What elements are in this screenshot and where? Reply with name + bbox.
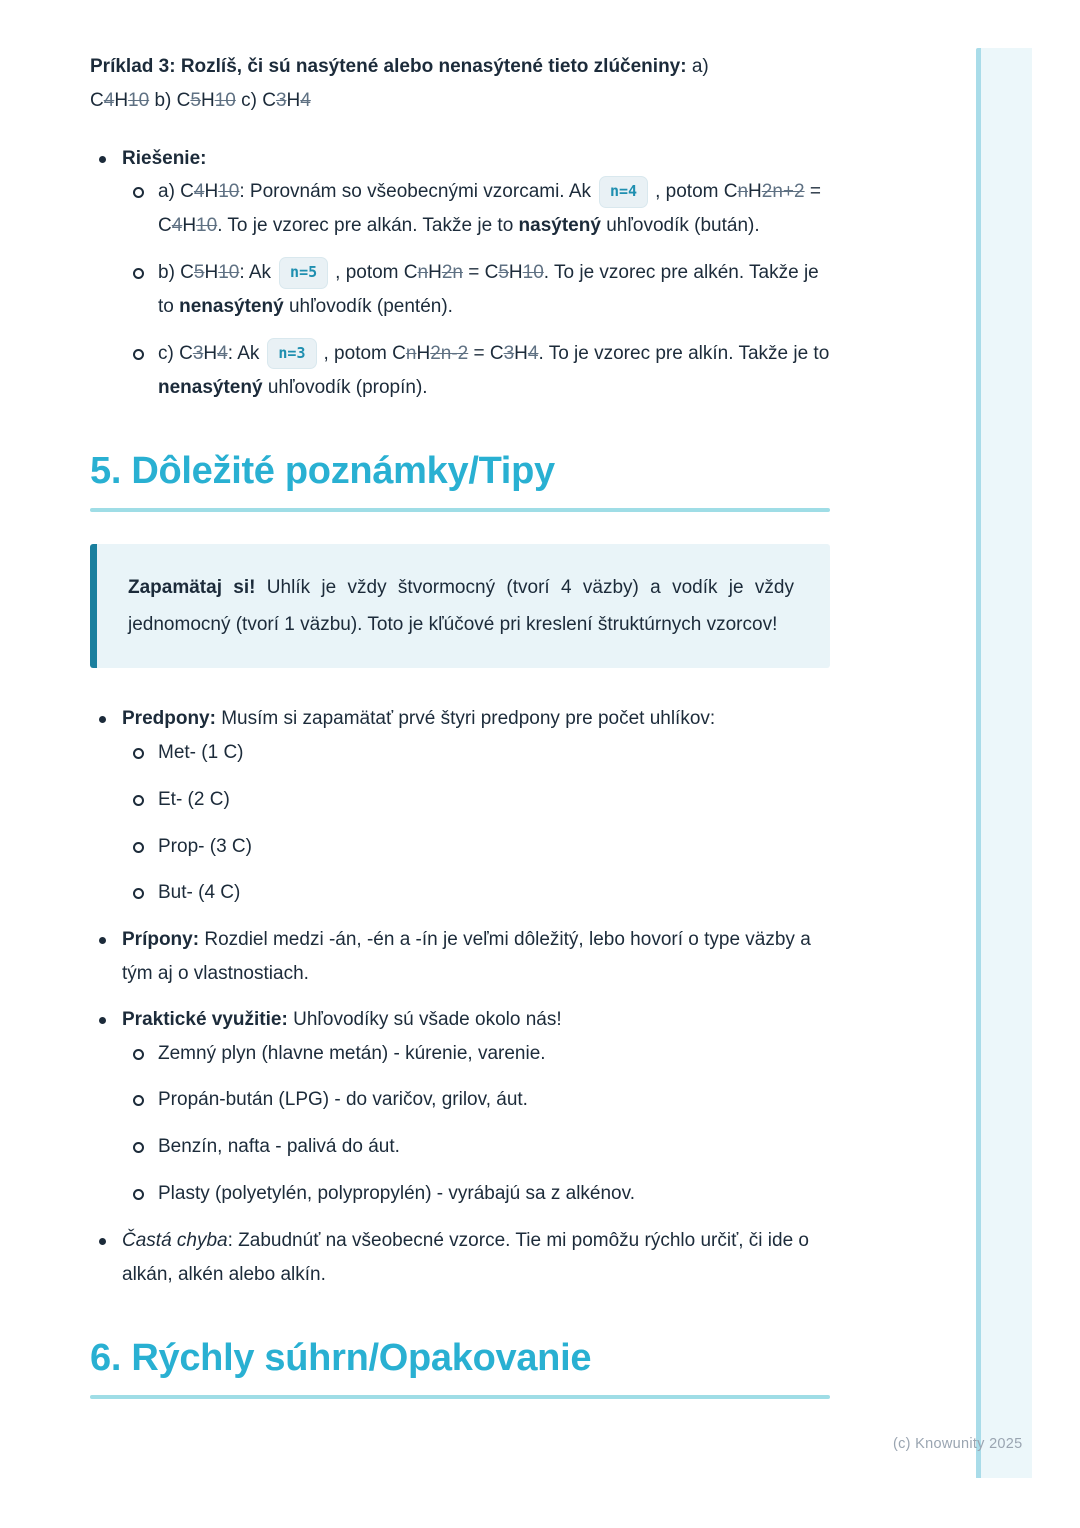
text-segment: H bbox=[416, 342, 431, 364]
text-segment: H bbox=[204, 181, 219, 203]
text-segment: 10 bbox=[128, 89, 150, 111]
text-segment: H bbox=[182, 215, 197, 237]
text-segment: . To je vzorec pre alkén. Takže je to bbox=[158, 262, 819, 317]
solution-item-sublist bbox=[122, 175, 830, 404]
text-segment: c) C bbox=[158, 342, 193, 364]
sub-item-text bbox=[158, 876, 830, 910]
text-segment: Rozdiel medzi -án, -én a -ín je veľmi dôležitý, lebo hovorí o type väzby a tým aj o vlastnostiach. bbox=[122, 929, 811, 984]
text-segment: H bbox=[514, 342, 528, 364]
text-segment: = C bbox=[158, 181, 821, 237]
text-segment: a) C bbox=[158, 181, 194, 203]
text-segment: Prípony: bbox=[122, 929, 200, 951]
text-segment: Predpony: bbox=[122, 708, 216, 730]
text-segment: But- (4 C) bbox=[158, 882, 241, 904]
sub-item bbox=[122, 830, 830, 864]
sub-item-text bbox=[158, 830, 830, 864]
text-segment: : Ak bbox=[227, 342, 260, 364]
sub-item bbox=[122, 1130, 830, 1164]
sub-item-text bbox=[158, 736, 830, 770]
note-item-text bbox=[122, 1224, 830, 1292]
sub-item bbox=[122, 736, 830, 770]
text-segment: Riešenie: bbox=[122, 147, 207, 169]
note-item bbox=[90, 1224, 830, 1292]
note-item-text bbox=[122, 923, 830, 991]
inline-code-badge: n=5 bbox=[279, 257, 328, 289]
note-item bbox=[90, 923, 830, 991]
text-segment: H bbox=[428, 262, 442, 284]
text-segment: 4 bbox=[103, 89, 115, 111]
text-segment: 5 bbox=[498, 262, 509, 284]
solution-item-text bbox=[122, 142, 830, 176]
text-segment: Plasty (polyetylén, polypropylén) - vyrábajú sa z alkénov. bbox=[158, 1183, 635, 1205]
text-segment: . To je vzorec pre alkán. Takže je to bbox=[217, 215, 519, 237]
text-segment: Uhľovodíky sú všade okolo nás! bbox=[287, 1008, 562, 1030]
text-segment: H bbox=[286, 89, 301, 111]
text-segment: 3 bbox=[275, 89, 287, 111]
text-segment: H bbox=[200, 89, 215, 111]
text-segment: uhľovodík (pentén). bbox=[283, 295, 453, 317]
sub-item bbox=[122, 1177, 830, 1211]
text-segment: c) C bbox=[235, 89, 276, 111]
text-segment: = C bbox=[468, 342, 504, 364]
copyright-label: (c) Knowunity 2025 bbox=[893, 1436, 1023, 1452]
text-segment: H bbox=[204, 262, 219, 284]
text-segment: H bbox=[203, 342, 218, 364]
text-segment: H bbox=[114, 89, 129, 111]
text-segment: 4 bbox=[193, 181, 205, 203]
page-edge-rail bbox=[976, 48, 1032, 1478]
text-segment: Zemný plyn (hlavne metán) - kúrenie, varenie. bbox=[158, 1042, 546, 1064]
remember-callout-text bbox=[128, 569, 794, 643]
text-segment: Met- (1 C) bbox=[158, 741, 244, 763]
page-content bbox=[90, 50, 830, 1399]
section-6-divider bbox=[90, 1395, 830, 1399]
text-segment: Častá chyba bbox=[122, 1229, 228, 1251]
note-item bbox=[90, 702, 830, 910]
text-segment: 2n-2 bbox=[430, 342, 469, 364]
text-segment: , potom C bbox=[335, 262, 418, 284]
note-item-text bbox=[122, 1003, 830, 1037]
text-segment: = C bbox=[462, 262, 499, 284]
text-segment: n bbox=[737, 181, 749, 203]
sub-item-text bbox=[158, 1130, 830, 1164]
text-segment: 10 bbox=[196, 215, 218, 237]
note-item-text bbox=[122, 702, 830, 736]
text-segment: 3 bbox=[192, 342, 204, 364]
sub-item-text bbox=[158, 1177, 830, 1211]
section-6-heading: 6. Rýchly súhrn/Opakovanie bbox=[90, 1337, 592, 1380]
sub-item-text bbox=[158, 256, 830, 324]
text-segment: n bbox=[405, 342, 417, 364]
text-segment: 4 bbox=[300, 89, 311, 111]
text-segment: Zapamätaj si! bbox=[128, 577, 256, 598]
section-5-heading: 5. Dôležité poznámky/Tipy bbox=[90, 450, 555, 493]
note-item-sublist bbox=[122, 1037, 830, 1211]
solution-item bbox=[90, 142, 830, 405]
text-segment: Prop- (3 C) bbox=[158, 835, 252, 857]
inline-code-badge: n=4 bbox=[599, 176, 648, 208]
text-segment: uhľovodík (propín). bbox=[262, 376, 428, 398]
text-segment: b) C bbox=[149, 89, 191, 111]
text-segment: 4 bbox=[217, 342, 228, 364]
sub-item-text bbox=[158, 1083, 830, 1117]
text-segment: : Porovnám so všeobecnými vzorcami. Ak bbox=[239, 181, 591, 203]
sub-item bbox=[122, 1037, 830, 1071]
note-item bbox=[90, 1003, 830, 1211]
text-segment: Praktické využitie: bbox=[122, 1008, 288, 1030]
text-segment: : Zabudnúť na všeobecné vzorce. Tie mi pomôžu rýchlo určiť, či ide o alkán, alkén alebo alkín. bbox=[122, 1229, 809, 1285]
text-segment: uhľovodík (bután). bbox=[600, 215, 760, 237]
sub-item-text bbox=[158, 175, 830, 243]
note-item-sublist bbox=[122, 736, 830, 910]
inline-code-badge: n=3 bbox=[267, 338, 316, 370]
text-segment: Príklad 3: Rozlíš, či sú nasýtené alebo nenasýtené tieto zlúčeniny: bbox=[90, 56, 687, 77]
text-segment: 10 bbox=[218, 181, 240, 203]
example-3-paragraph bbox=[90, 50, 830, 118]
text-segment: , potom C bbox=[323, 342, 406, 364]
text-segment: a) bbox=[686, 56, 709, 77]
text-segment: 2n bbox=[441, 262, 463, 284]
text-segment: nenasýtený bbox=[158, 376, 263, 398]
text-segment: 5 bbox=[190, 89, 201, 111]
text-segment: 4 bbox=[171, 215, 183, 237]
sub-item-text bbox=[158, 337, 830, 405]
sub-item bbox=[122, 256, 830, 324]
sub-item-text bbox=[158, 783, 830, 817]
text-segment: 10 bbox=[214, 89, 236, 111]
text-segment: Propán-bután (LPG) - do varičov, grilov, áut. bbox=[158, 1089, 528, 1111]
text-segment: . To je vzorec pre alkín. Takže je to bbox=[538, 342, 830, 364]
text-segment: 10 bbox=[522, 262, 544, 284]
text-segment: 4 bbox=[527, 342, 539, 364]
text-segment: b) C bbox=[158, 262, 194, 284]
text-segment: C bbox=[90, 89, 104, 111]
sub-item-text bbox=[158, 1037, 830, 1071]
text-segment: n bbox=[417, 262, 429, 284]
text-segment: : Ak bbox=[239, 262, 272, 284]
section-5-divider bbox=[90, 508, 830, 512]
text-segment: Et- (2 C) bbox=[158, 788, 230, 810]
text-segment: H bbox=[508, 262, 523, 284]
sub-item bbox=[122, 1083, 830, 1117]
notes-list bbox=[90, 702, 830, 1291]
sub-item bbox=[122, 337, 830, 405]
text-segment: Benzín, nafta - palivá do áut. bbox=[158, 1136, 400, 1158]
solution-list bbox=[90, 142, 830, 405]
text-segment: H bbox=[748, 181, 762, 203]
sub-item bbox=[122, 175, 830, 243]
text-segment: 3 bbox=[503, 342, 515, 364]
remember-callout bbox=[90, 544, 830, 668]
text-segment: Musím si zapamätať prvé štyri predpony pre počet uhlíkov: bbox=[215, 708, 716, 730]
text-segment: nenasýtený bbox=[179, 295, 284, 317]
text-segment: Uhlík je vždy štvormocný (tvorí 4 väzby) a vodík je vždy jednomocný (tvorí 1 väzbu). Toto je kľúčové pri kreslení štruktúrnych vzorcov! bbox=[128, 577, 794, 636]
text-segment: 10 bbox=[218, 262, 240, 284]
text-segment: nasýtený bbox=[518, 215, 601, 237]
text-segment: 5 bbox=[193, 262, 205, 284]
sub-item bbox=[122, 876, 830, 910]
text-segment: 2n+2 bbox=[761, 181, 805, 203]
sub-item bbox=[122, 783, 830, 817]
text-segment: , potom C bbox=[655, 181, 738, 203]
